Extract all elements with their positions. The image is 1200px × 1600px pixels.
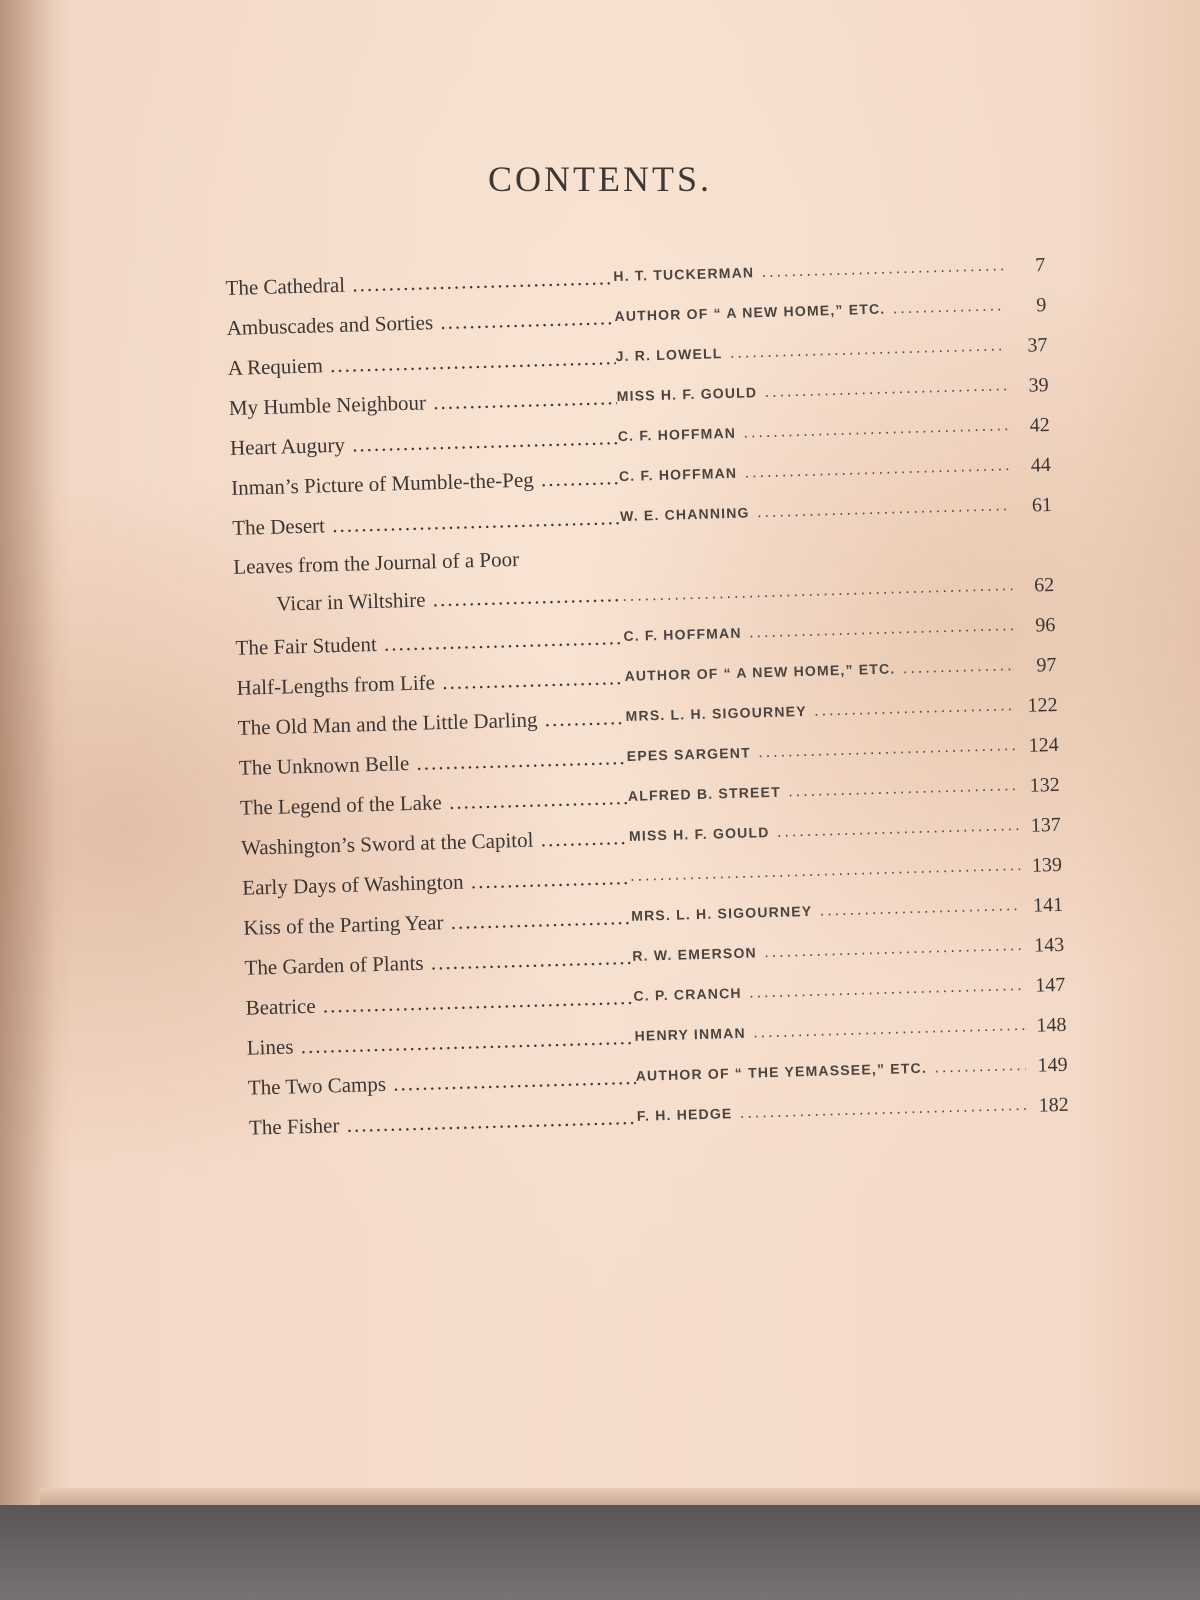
entry-title: Early Days of Washington .....	[242, 857, 631, 908]
entry-author: W. E. CHANNING .....	[620, 485, 1011, 537]
entry-author: F. H. HEDGE .....	[636, 1085, 1027, 1137]
entry-page-number: 39	[1028, 374, 1049, 397]
entry-author: MISS H. F. GOULD .....	[628, 805, 1019, 857]
entry-title: My Humble Neighbour .....	[228, 377, 617, 428]
entry-page-number: 9	[1036, 294, 1047, 317]
entry-page-number: 122	[1027, 693, 1058, 717]
entry-title: The Desert .....	[232, 497, 621, 548]
entry-author: C. F. HOFFMAN .....	[623, 605, 1014, 657]
entry-title: Kiss of the Parting Year .....	[243, 897, 632, 948]
entry-title: The Old Man and the Little Darling .....	[237, 697, 626, 748]
entry-author: MISS H. F. GOULD .....	[616, 365, 1007, 417]
entry-page-number: 44	[1030, 454, 1052, 477]
entry-page-number: 132	[1029, 773, 1061, 797]
entry-author: HENRY INMAN .....	[634, 1005, 1025, 1057]
background-surface	[0, 1505, 1200, 1600]
entry-title: The Unknown Belle .....	[238, 737, 627, 788]
entry-page-number: 37	[1027, 334, 1048, 357]
page-bottom-edge	[40, 1488, 1200, 1505]
table-of-contents	[225, 245, 1069, 1148]
entry-author: AUTHOR OF “ THE YEMASSEE,” ETC. .....	[635, 1045, 1026, 1097]
entry-title: The Fisher .....	[248, 1097, 637, 1148]
entry-author: C. P. CRANCH .....	[633, 965, 1024, 1017]
entry-page-number: 143	[1033, 933, 1065, 957]
entry-page-number: 42	[1029, 414, 1051, 437]
entry-title: Inman’s Picture of Mumble-the-Peg .....	[231, 457, 620, 508]
entry-title: Half-Lengths from Life .....	[236, 657, 625, 708]
entry-author: H. T. TUCKERMAN .....	[613, 245, 1004, 297]
entry-author: MRS. L. H. SIGOURNEY .....	[631, 885, 1022, 937]
entry-page-number: 7	[1034, 254, 1046, 277]
entry-author: J. R. LOWELL .....	[615, 325, 1006, 377]
entry-title: The Legend of the Lake .....	[240, 777, 629, 828]
entry-author: R. W. EMERSON .....	[632, 925, 1023, 977]
entry-title: The Cathedral .....	[225, 257, 614, 308]
entry-author: C. F. HOFFMAN .....	[618, 445, 1009, 497]
entry-page-number: 141	[1032, 893, 1064, 917]
entry-page-number: 61	[1031, 494, 1053, 517]
entry-page-number: 139	[1031, 853, 1063, 877]
entry-page-number: 62	[1033, 573, 1055, 597]
entry-title-line-2: Vicar in Wiltshire .....	[234, 575, 623, 624]
entry-author: MRS. L. H. SIGOURNEY .....	[625, 685, 1016, 737]
entry-title: Ambuscades and Sorties .....	[226, 297, 615, 348]
contents-heading: CONTENTS.	[488, 159, 712, 199]
entry-title	[233, 537, 623, 628]
entry-title: Heart Augury .....	[229, 417, 618, 468]
entry-title-line-1: Leaves from the Journal of a Poor	[233, 546, 520, 579]
entry-author: AUTHOR OF “ A NEW HOME,” ETC. .....	[614, 285, 1005, 337]
entry-page-number: 137	[1030, 813, 1062, 837]
entry-page-number: 182	[1038, 1093, 1069, 1117]
entry-title: The Garden of Plants .....	[244, 937, 633, 988]
entry-title: A Requiem .....	[227, 337, 616, 388]
entry-page-number: 148	[1036, 1013, 1067, 1037]
page-gutter-shadow	[0, 0, 55, 1505]
entry-page-number: 124	[1028, 733, 1059, 757]
entry-page-number: 147	[1035, 973, 1066, 997]
entry-page-number: 149	[1037, 1053, 1068, 1077]
entry-page-number: 96	[1034, 613, 1056, 637]
entry-author: EPES SARGENT .....	[626, 725, 1017, 777]
entry-page-number: 97	[1036, 653, 1057, 677]
entry-author: AUTHOR OF “ A NEW HOME,” ETC. .....	[624, 645, 1015, 697]
entry-title: Washington’s Sword at the Capitol .....	[241, 817, 630, 868]
entry-title: Lines .....	[246, 1017, 635, 1068]
entry-title: Beatrice .....	[245, 977, 634, 1028]
entry-author: ALFRED B. STREET .....	[627, 765, 1018, 817]
entry-title: The Two Camps .....	[247, 1057, 636, 1108]
entry-author: C. F. HOFFMAN .....	[617, 405, 1008, 457]
entry-title: The Fair Student .....	[235, 617, 624, 668]
